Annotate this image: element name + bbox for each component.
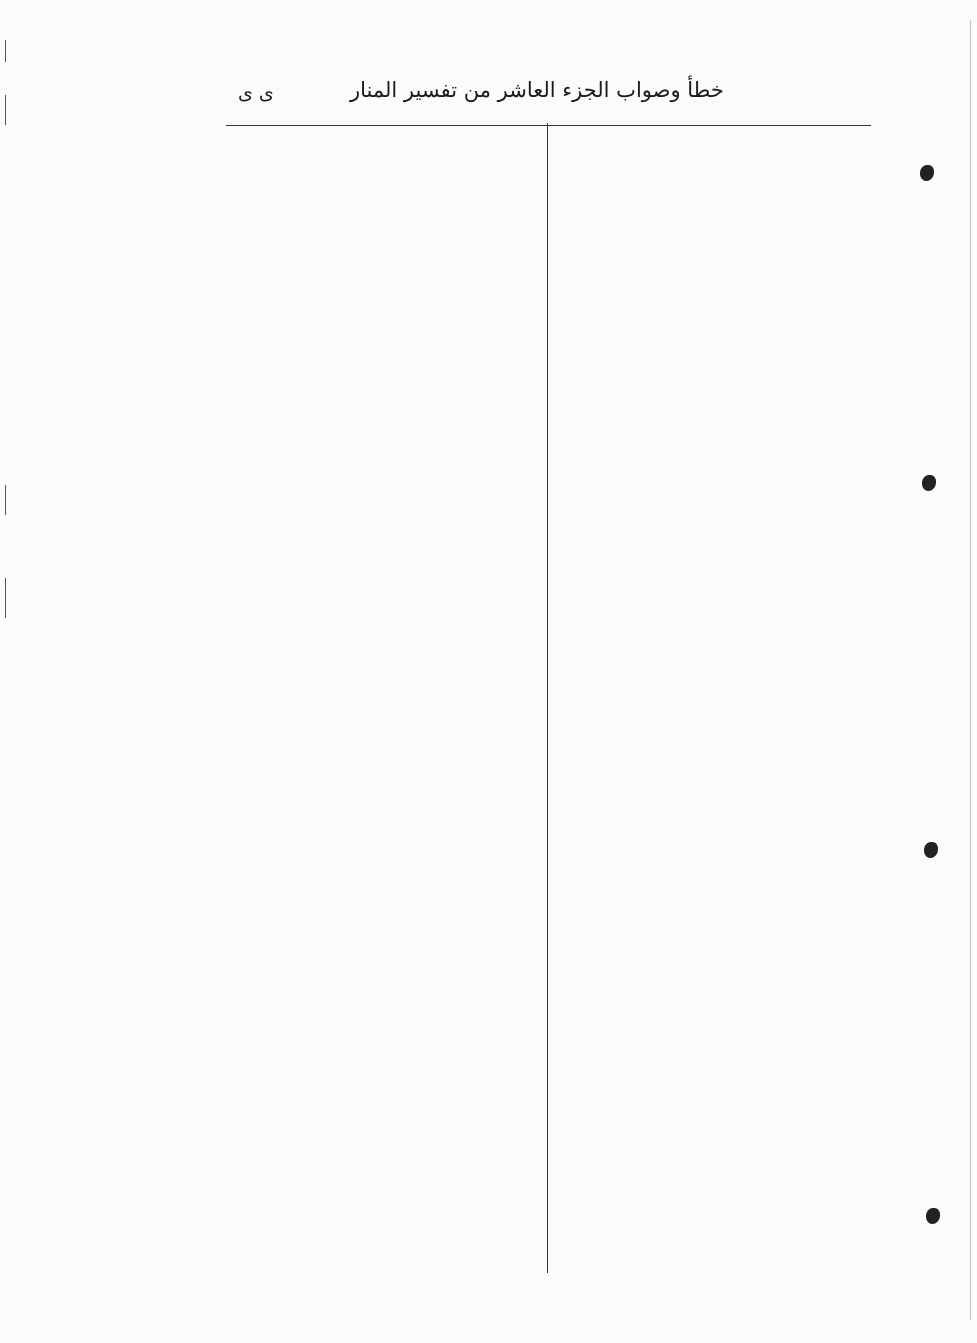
scan-edge-mark xyxy=(5,485,6,515)
ink-blot xyxy=(920,165,934,181)
column-divider xyxy=(547,123,548,1273)
table-top-rule xyxy=(226,125,871,126)
page-number: ى ى xyxy=(238,82,274,104)
scan-edge-mark xyxy=(970,20,971,1320)
ink-blot xyxy=(922,475,936,491)
running-title: خطأ وصواب الجزء العاشر من تفسير المنار xyxy=(350,78,724,102)
scan-edge-mark xyxy=(5,40,6,62)
ink-blot xyxy=(924,842,938,858)
page-header xyxy=(0,72,977,112)
scan-edge-mark xyxy=(5,578,6,618)
ink-blot xyxy=(926,1208,940,1224)
